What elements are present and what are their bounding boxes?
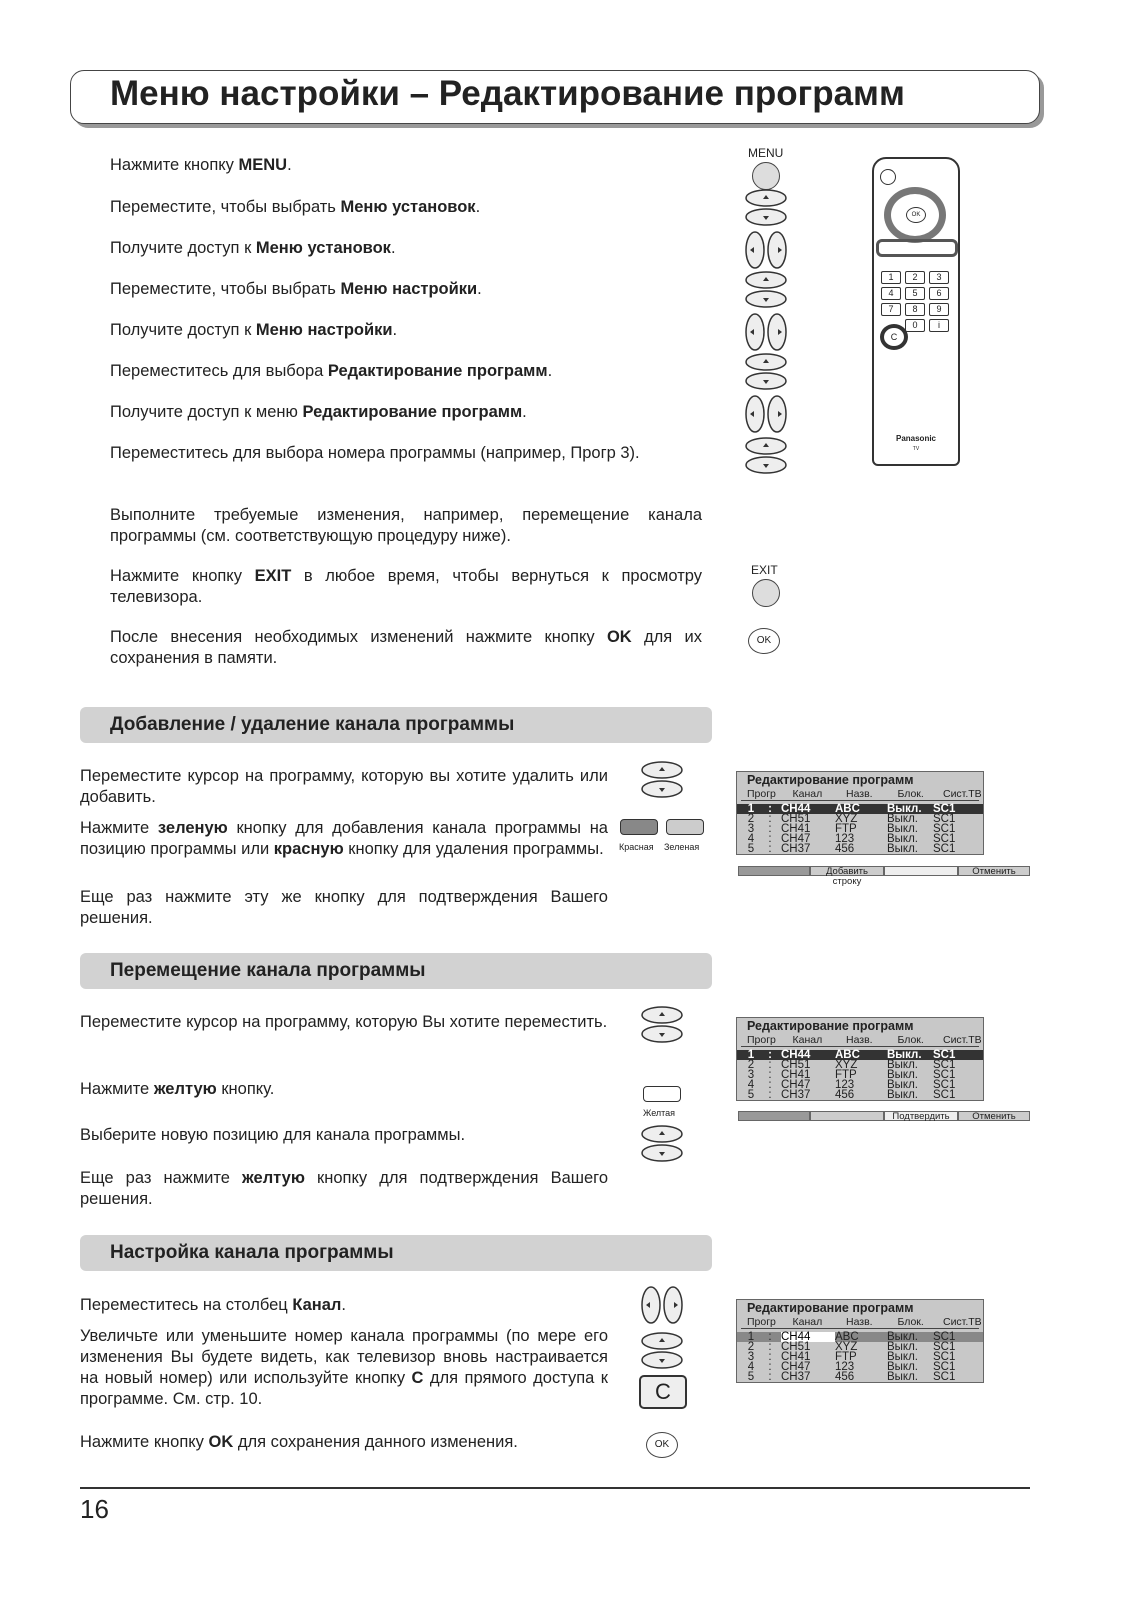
section-paragraph	[80, 1295, 608, 1316]
exit-label: EXIT	[751, 563, 778, 577]
up-down-buttons-icon	[640, 1005, 684, 1045]
osd-cell: CH44	[781, 803, 811, 815]
osd-cell: :	[768, 1059, 772, 1071]
ok-button-icon: OK	[646, 1432, 678, 1458]
bold-text: Канал	[292, 1296, 342, 1314]
osd-cell: SC1	[933, 1089, 956, 1101]
section-paragraph	[80, 1012, 608, 1033]
osd-button-bar	[738, 1111, 1030, 1121]
column-header: Прогр	[747, 1316, 776, 1328]
osd-cell: 4	[747, 833, 755, 845]
osd-cell: 123	[835, 1361, 855, 1373]
osd-button-bar	[738, 866, 1030, 887]
up-down-buttons-icon	[744, 270, 788, 310]
text: После внесения необходимых изменений нажмите кнопку	[110, 628, 607, 646]
up-down-buttons-icon	[640, 760, 684, 800]
osd-cell: SC1	[933, 803, 956, 815]
column-header: Назв.	[845, 1034, 873, 1046]
text: .	[341, 1296, 346, 1314]
osd-cell: :	[768, 1351, 772, 1363]
text: Еще раз нажмите эту же кнопку для подтверждения Вашего решения.	[80, 888, 608, 927]
column-header: Блок.	[897, 1316, 924, 1328]
remote-key-7: 7	[881, 303, 901, 316]
text: кнопку для подтверждения Вашего решения.	[80, 1169, 608, 1208]
osd-cell: :	[768, 803, 772, 815]
osd-cell: XYZ	[835, 1059, 858, 1071]
osd-cell: SC1	[933, 1371, 956, 1383]
bold-text: зеленую	[157, 819, 228, 837]
program-edit-osd	[736, 771, 984, 855]
osd-cell: Выкл.	[887, 843, 919, 855]
section-title: Перемещение канала программы	[110, 960, 426, 981]
remote-key-6: 6	[929, 287, 949, 300]
up-down-buttons-icon	[744, 436, 788, 476]
bold-text: C	[411, 1369, 424, 1387]
text: для их сохранения в памяти.	[110, 628, 702, 667]
osd-row[interactable]	[737, 1372, 983, 1382]
remote-key-8: 8	[905, 303, 925, 316]
column-header: Прогр	[747, 788, 776, 800]
osd-cell: CH51	[781, 1059, 811, 1071]
left-right-buttons-icon	[640, 1285, 684, 1325]
up-down-buttons-icon	[744, 352, 788, 392]
osd-cell: 1	[747, 803, 755, 815]
osd-cell: 2	[747, 813, 755, 825]
section-paragraph	[80, 1432, 608, 1453]
red-slot	[738, 866, 810, 876]
osd-cell: CH44	[781, 1332, 835, 1342]
text: .	[390, 239, 396, 257]
up-down-buttons-icon	[640, 1331, 684, 1371]
red-label: Красная	[619, 842, 654, 852]
section-paragraph	[80, 1079, 608, 1100]
osd-cell: CH44	[781, 1049, 811, 1061]
osd-cell: 456	[835, 1371, 855, 1383]
left-right-buttons-icon	[744, 312, 788, 352]
osd-cell: 2	[747, 1059, 755, 1071]
osd-cell: 5	[747, 1371, 755, 1383]
text: кнопку для удаления программы.	[343, 840, 604, 858]
section-paragraph	[80, 818, 608, 860]
instruction-step	[110, 443, 702, 464]
osd-cell: CH41	[781, 1069, 811, 1081]
bold-text: Меню установок	[255, 239, 391, 257]
column-header: Канал	[792, 1316, 823, 1328]
text: кнопку.	[216, 1080, 275, 1098]
osd-cell: :	[768, 1089, 772, 1101]
remote-key-1: 1	[881, 271, 901, 284]
column-header: Блок.	[897, 1034, 924, 1046]
osd-cell: ABC	[835, 1331, 859, 1343]
text: .	[392, 321, 398, 339]
c-button-icon: C	[639, 1375, 687, 1409]
brand-logo: Panasonic	[895, 434, 936, 443]
instruction-step	[110, 361, 702, 382]
text: Выполните требуемые изменения, например, перемещение канала программы (см. соответствующую процедуру ниже).	[110, 506, 702, 545]
page-title: Меню настройки – Редактирование программ	[110, 74, 905, 113]
osd-cell: Выкл.	[887, 1059, 919, 1071]
osd-cell: :	[768, 833, 772, 845]
section-header	[80, 707, 712, 743]
text: Переместите, чтобы выбрать	[110, 198, 341, 216]
section-title: Добавление / удаление канала программы	[110, 714, 515, 735]
osd-cell: XYZ	[835, 813, 858, 825]
osd-cell: 123	[835, 1079, 855, 1091]
osd-cell: Выкл.	[887, 1079, 919, 1091]
osd-cell: SC1	[933, 1079, 956, 1091]
instruction-step	[110, 197, 702, 218]
osd-cell: 123	[835, 833, 855, 845]
menu-button-icon	[752, 162, 780, 190]
text: .	[547, 362, 553, 380]
instruction-step	[110, 155, 702, 176]
text: Нажмите кнопку	[80, 1433, 209, 1451]
text: Переместите, чтобы выбрать	[110, 280, 341, 298]
osd-cell: :	[768, 1361, 772, 1373]
osd-cell: :	[768, 1069, 772, 1081]
up-down-buttons-icon	[640, 1124, 684, 1164]
up-down-buttons-icon	[744, 188, 788, 228]
osd-cell: :	[768, 843, 772, 855]
left-right-buttons-icon	[744, 394, 788, 434]
instruction-step	[110, 566, 702, 608]
page-number: 16	[80, 1494, 109, 1524]
bold-text: OK	[606, 628, 632, 646]
instruction-step	[110, 238, 702, 259]
green-label: Зеленая	[664, 842, 700, 852]
text: Переместите курсор на программу, которую вы хотите удалить или добавить.	[80, 767, 608, 806]
bold-text: OK	[208, 1433, 234, 1451]
column-header: Канал	[792, 788, 823, 800]
osd-cell: CH41	[781, 1351, 811, 1363]
osd-cell: CH51	[781, 1341, 811, 1353]
osd-cell: 5	[747, 843, 755, 855]
osd-cell: 4	[747, 1361, 755, 1373]
osd-cell: Выкл.	[887, 1371, 919, 1383]
text: .	[522, 403, 527, 421]
cancel-button[interactable]: Отменить	[958, 1111, 1030, 1121]
osd-cell: Выкл.	[887, 823, 919, 835]
section-title: Настройка канала программы	[110, 1242, 394, 1263]
text: Нажмите	[80, 1080, 154, 1098]
text: для прямого доступа к программе. См. стр. 10.	[80, 1369, 608, 1408]
remote-ok-icon: OK	[906, 207, 926, 223]
column-header: Прогр	[747, 1034, 776, 1046]
osd-cell: SC1	[933, 1049, 956, 1061]
tv-label: TV	[912, 446, 920, 452]
remote-key-0: 0	[905, 319, 925, 332]
osd-cell: Выкл.	[887, 1331, 919, 1343]
text: Переместитесь на столбец	[80, 1296, 293, 1314]
column-header: Канал	[792, 1034, 823, 1046]
text: Получите доступ к меню	[110, 403, 303, 421]
osd-title: Редактирование программ	[747, 773, 914, 787]
section-paragraph	[80, 766, 608, 808]
bold-text: MENU	[238, 156, 288, 174]
remote-key-5: 5	[905, 287, 925, 300]
program-edit-osd	[736, 1299, 984, 1383]
c-button-highlight-icon: C	[880, 324, 908, 350]
cancel-button[interactable]: Отменить	[958, 866, 1030, 876]
osd-cell: SC1	[933, 1361, 956, 1373]
osd-cell: 1	[747, 1049, 755, 1061]
instruction-step	[110, 279, 702, 300]
osd-cell: :	[768, 1079, 772, 1091]
osd-cell: FTP	[835, 1069, 857, 1081]
osd-cell: CH47	[781, 1361, 811, 1373]
bold-text: желтую	[153, 1080, 217, 1098]
text: .	[287, 156, 292, 174]
osd-cell: Выкл.	[887, 833, 919, 845]
yellow-label: Желтая	[643, 1108, 676, 1118]
osd-title: Редактирование программ	[747, 1301, 914, 1315]
osd-cell: SC1	[933, 1331, 956, 1343]
osd-cell: SC1	[933, 823, 956, 835]
text: Нажмите	[80, 819, 158, 837]
instruction-step	[110, 402, 702, 423]
osd-column-headers	[741, 1316, 982, 1329]
osd-cell: :	[768, 1331, 772, 1343]
osd-cell: 1	[747, 1331, 755, 1343]
osd-cell: Выкл.	[887, 1089, 919, 1101]
osd-cell: 3	[747, 1351, 755, 1363]
section-paragraph	[80, 1326, 608, 1410]
osd-cell: CH51	[781, 813, 811, 825]
osd-column-headers	[741, 1034, 982, 1047]
osd-cell: SC1	[933, 813, 956, 825]
osd-cell: Выкл.	[887, 803, 922, 815]
instruction-step	[110, 320, 702, 341]
osd-cell: ABC	[835, 803, 860, 815]
osd-cell: 456	[835, 1089, 855, 1101]
osd-cell: Выкл.	[887, 813, 919, 825]
instruction-step	[110, 627, 702, 669]
text: для сохранения данного изменения.	[233, 1433, 518, 1451]
osd-cell: :	[768, 1049, 772, 1061]
bold-text: Меню настройки	[255, 321, 393, 339]
osd-cell: 2	[747, 1341, 755, 1353]
bold-text: Редактирование программ	[302, 403, 523, 421]
osd-cell: FTP	[835, 823, 857, 835]
column-header: Сист.ТВ	[942, 1316, 982, 1328]
column-header: Сист.ТВ	[942, 788, 982, 800]
remote-key-4: 4	[881, 287, 901, 300]
osd-cell: Выкл.	[887, 1351, 919, 1363]
text: кнопку для добавления канала программы на позицию программы или	[80, 819, 608, 858]
bold-text: Редактирование программ	[327, 362, 548, 380]
text: Переместитесь для выбора номера программы (например, Прогр 3).	[110, 444, 640, 462]
osd-cell: FTP	[835, 1351, 857, 1363]
osd-title: Редактирование программ	[747, 1019, 914, 1033]
text: Получите доступ к	[110, 239, 256, 257]
text: Нажмите кнопку	[110, 156, 239, 174]
osd-cell: Выкл.	[887, 1049, 922, 1061]
osd-cell: SC1	[933, 833, 956, 845]
osd-cell: :	[768, 813, 772, 825]
osd-cell: CH37	[781, 1371, 811, 1383]
osd-cell: CH37	[781, 843, 811, 855]
remote-key-9: 9	[929, 303, 949, 316]
power-icon	[880, 169, 896, 185]
text: .	[475, 198, 481, 216]
osd-cell: :	[768, 1371, 772, 1383]
osd-cell: :	[768, 1341, 772, 1353]
text: в любое время, чтобы вернуться к просмотру телевизора.	[110, 567, 702, 606]
confirm-button[interactable]: Подтвердить	[884, 1111, 958, 1121]
left-right-buttons-icon	[744, 230, 788, 270]
osd-cell: Выкл.	[887, 1361, 919, 1373]
bold-text: Меню настройки	[340, 280, 478, 298]
add-row-button[interactable]: Добавить строку	[810, 866, 884, 876]
column-header: Блок.	[897, 788, 924, 800]
menu-label: MENU	[748, 146, 784, 160]
text: Нажмите кнопку	[110, 567, 255, 585]
exit-button-icon	[752, 579, 780, 607]
bold-text: желтую	[242, 1169, 305, 1187]
osd-cell: ABC	[835, 1049, 860, 1061]
color-buttons-icon	[876, 239, 958, 257]
section-header	[80, 953, 712, 989]
text: Выберите новую позицию для канала программы.	[80, 1126, 466, 1144]
footer-divider	[80, 1487, 1030, 1489]
osd-cell: 456	[835, 843, 855, 855]
bold-text: Меню установок	[340, 198, 476, 216]
section-header	[80, 1235, 712, 1271]
osd-cell: 3	[747, 823, 755, 835]
text: Еще раз нажмите	[80, 1169, 243, 1187]
red-button-icon	[620, 819, 658, 835]
osd-cell: SC1	[933, 1341, 956, 1353]
yellow-slot	[884, 866, 958, 876]
osd-cell: SC1	[933, 1059, 956, 1071]
text: Увеличьте или уменьшите номер канала программы (по мере его изменения Вы будете видеть, как телевизор вновь настраивается на новый номер) или используйте кнопку	[80, 1327, 608, 1387]
osd-row[interactable]	[737, 1090, 983, 1100]
text: Переместите курсор на программу, которую Вы хотите переместить.	[80, 1013, 608, 1031]
osd-cell: CH47	[781, 833, 811, 845]
text: Переместитесь для выбора	[110, 362, 328, 380]
osd-row[interactable]	[737, 844, 983, 854]
column-header: Сист.ТВ	[942, 1034, 982, 1046]
osd-cell: Выкл.	[887, 1341, 919, 1353]
text: Получите доступ к	[110, 321, 256, 339]
section-paragraph	[80, 887, 608, 929]
ok-button-icon: OK	[748, 628, 780, 654]
program-edit-osd	[736, 1017, 984, 1101]
osd-cell: CH41	[781, 823, 811, 835]
osd-cell: SC1	[933, 1069, 956, 1081]
green-slot	[810, 1111, 884, 1121]
osd-cell: CH47	[781, 1079, 811, 1091]
remote-key-3: 3	[929, 271, 949, 284]
remote-key-2: 2	[905, 271, 925, 284]
bold-text: EXIT	[254, 567, 292, 585]
osd-cell: CH37	[781, 1089, 811, 1101]
remote-key-info: i	[929, 319, 949, 332]
section-paragraph	[80, 1125, 608, 1146]
green-button-icon	[666, 819, 704, 835]
section-paragraph	[80, 1168, 608, 1210]
red-slot	[738, 1111, 810, 1121]
text: .	[477, 280, 482, 298]
osd-cell: 3	[747, 1069, 755, 1081]
bold-text: красную	[273, 840, 344, 858]
remote-control-illustration	[872, 157, 960, 466]
osd-cell: SC1	[933, 843, 956, 855]
osd-cell: 5	[747, 1089, 755, 1101]
osd-column-headers	[741, 788, 982, 801]
column-header: Назв.	[845, 1316, 873, 1328]
osd-cell: XYZ	[835, 1341, 858, 1353]
osd-cell: Выкл.	[887, 1069, 919, 1081]
column-header: Назв.	[845, 788, 873, 800]
instruction-step	[110, 505, 702, 547]
osd-cell: SC1	[933, 1351, 956, 1363]
osd-cell: 4	[747, 1079, 755, 1091]
yellow-button-icon	[643, 1086, 681, 1102]
osd-cell: :	[768, 823, 772, 835]
